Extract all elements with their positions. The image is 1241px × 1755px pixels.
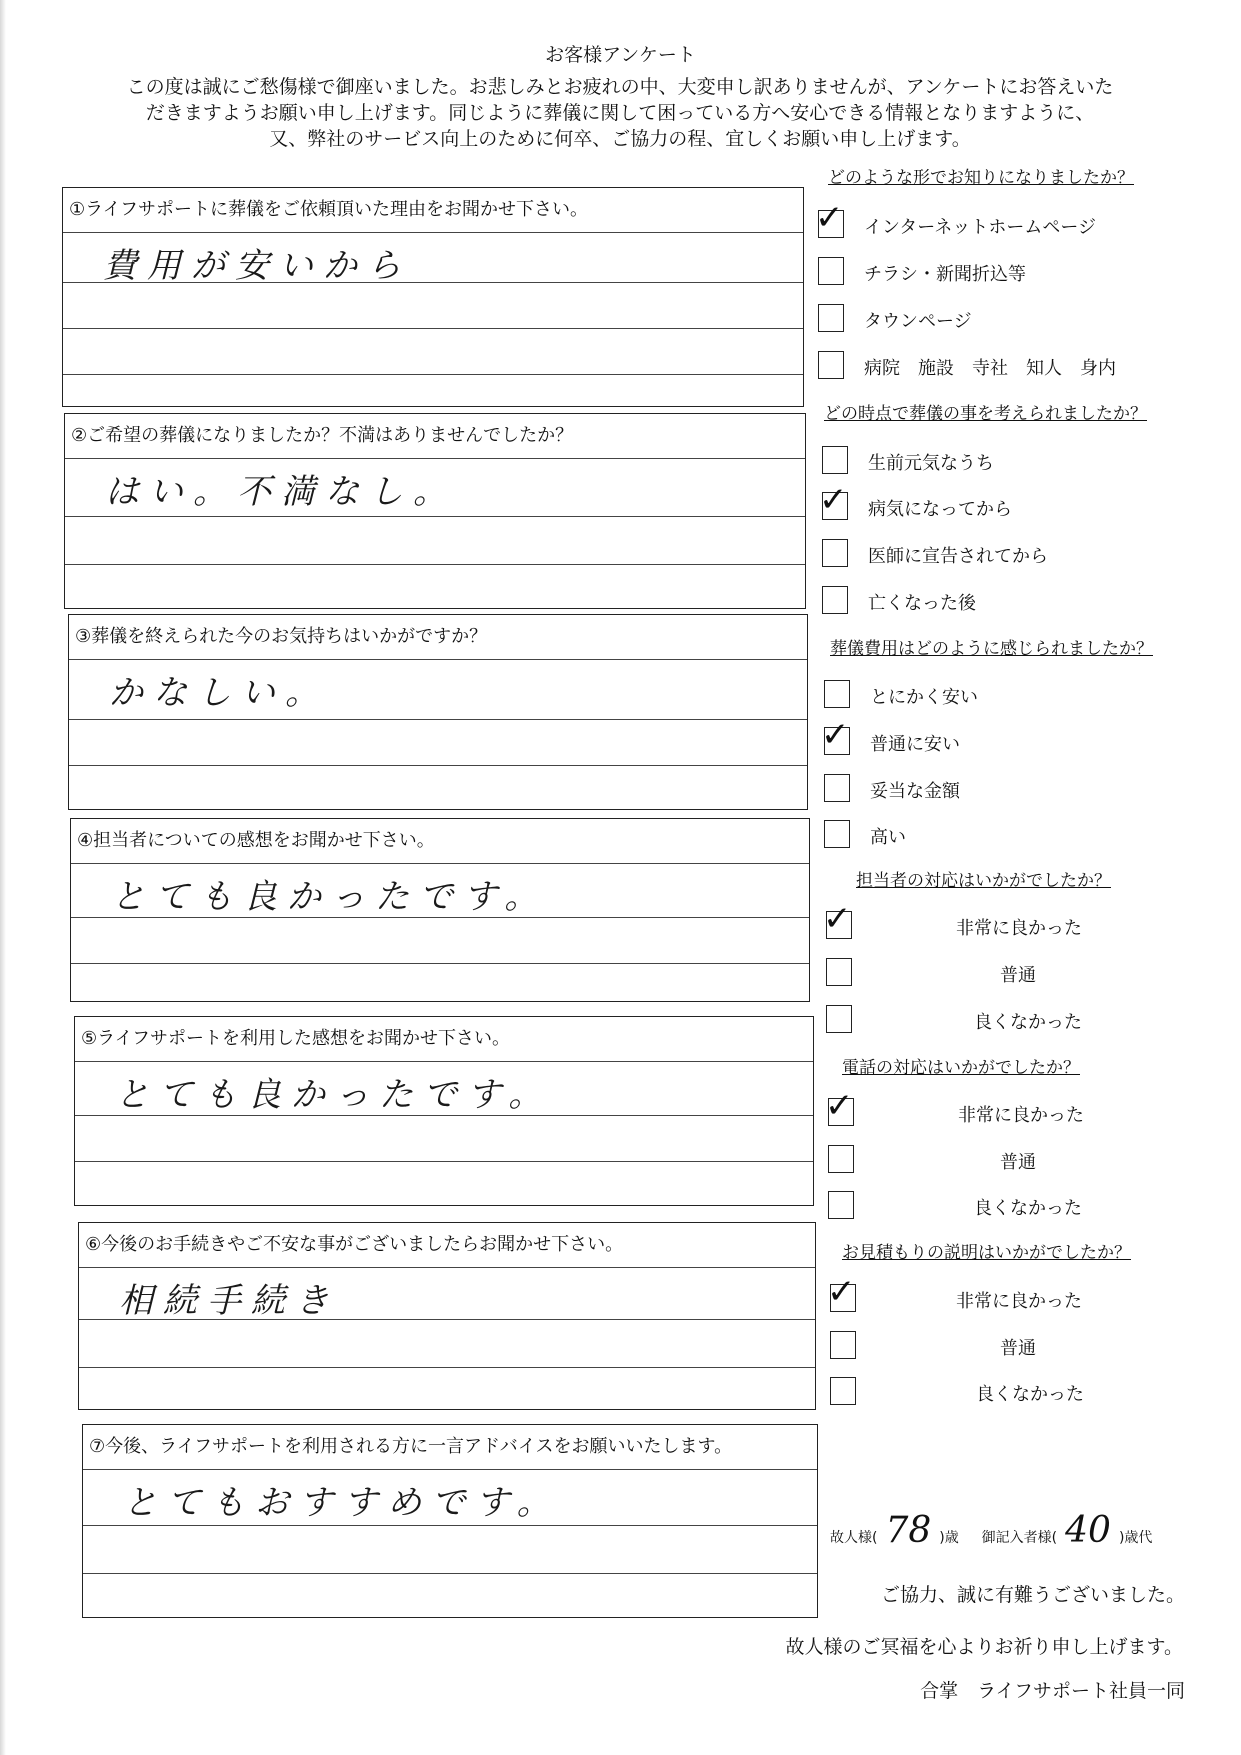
option-label: 生前元気なうち	[868, 453, 994, 474]
option-label: 医師に宣告されてから	[868, 546, 1048, 567]
question-7-box	[82, 1424, 818, 1618]
checkbox[interactable]	[824, 774, 850, 802]
question-2-box	[64, 413, 806, 609]
checkbox[interactable]	[824, 820, 850, 848]
group-3-title: 葬儀費用はどのように感じられましたか？	[830, 639, 1153, 659]
group-3-option[interactable]	[821, 715, 1124, 757]
question-7-label: ⑦今後、ライフサポートを利用される方に一言アドバイスをお願いいたします。	[83, 1425, 817, 1470]
group-6-title: お見積もりの説明はいかがでしたか？	[842, 1243, 1131, 1263]
option-label: 病気になってから	[868, 499, 1012, 520]
group-2-option[interactable]	[822, 539, 1122, 569]
checkbox[interactable]	[826, 1005, 852, 1033]
group-2-title: どの時点で葬儀の事を考えられましたか？	[824, 404, 1147, 424]
group-3-option[interactable]	[824, 680, 1124, 710]
option-label: 亡くなった後	[868, 593, 976, 614]
option-label: 高い	[870, 827, 906, 848]
group-6-option[interactable]	[830, 1377, 1130, 1407]
checkbox[interactable]	[823, 899, 852, 939]
checkbox[interactable]	[822, 586, 848, 614]
option-label: 良くなかった	[976, 1384, 1084, 1405]
checkbox[interactable]	[819, 480, 848, 520]
question-6-label: ⑥今後のお手続きやご不安な事がございましたらお聞かせ下さい。	[79, 1223, 815, 1268]
question-2-answer[interactable]: はい。不満なし。	[105, 472, 457, 512]
question-1-answer[interactable]: 費用が安いから	[103, 246, 411, 286]
question-4-answer[interactable]: とても良かったです。	[111, 877, 549, 917]
group-5-option[interactable]	[828, 1191, 1128, 1221]
group-3-option[interactable]	[824, 820, 1124, 850]
deceased-age-unit: )歳	[939, 1530, 959, 1546]
deceased-age-label: 故人様(	[830, 1530, 878, 1546]
group-2-option[interactable]	[822, 446, 1122, 476]
checkbox[interactable]	[828, 1145, 854, 1173]
question-2-label: ②ご希望の葬儀になりましたか？不満はありませんでしたか？	[65, 414, 805, 459]
option-label: 妥当な金額	[870, 781, 960, 802]
intro-line: だきますようお願い申し上げます。同じように葬儀に関して困っている方へ安心できる情報となりますように、	[145, 102, 1095, 124]
age-fields	[830, 1510, 1152, 1551]
prayer-text: 故人様のご冥福を心よりお祈り申し上げます。	[785, 1636, 1183, 1658]
question-3-answer[interactable]: かなしい。	[109, 673, 329, 713]
question-7-answer[interactable]: とてもおすすめです。	[123, 1483, 561, 1523]
question-5-answer[interactable]: とても良かったです。	[115, 1075, 553, 1115]
group-6-option[interactable]	[827, 1272, 1130, 1314]
group-1-option[interactable]	[818, 257, 1118, 287]
option-label: 普通	[1000, 1152, 1036, 1173]
question-1-label: ①ライフサポートに葬儀をご依頼頂いた理由をお聞かせ下さい。	[63, 188, 803, 233]
checkbox[interactable]	[830, 1331, 856, 1359]
option-label: とにかく安い	[870, 687, 978, 708]
option-label: タウンページ	[864, 311, 972, 332]
scan-edge	[0, 0, 6, 1755]
group-4-title: 担当者の対応はいかがでしたか？	[856, 871, 1111, 891]
writer-age-unit: )歳代	[1118, 1530, 1153, 1546]
group-4-option[interactable]	[823, 899, 1126, 941]
group-6-option[interactable]	[830, 1331, 1130, 1361]
option-label: 非常に良かった	[956, 1291, 1082, 1312]
checkbox[interactable]	[818, 304, 844, 332]
question-5-label: ⑤ライフサポートを利用した感想をお聞かせ下さい。	[75, 1017, 813, 1062]
check-mark-icon: ✓	[819, 480, 848, 520]
survey-title: お客様アンケート	[545, 44, 696, 66]
question-1-box	[62, 187, 804, 407]
check-mark-icon: ✓	[823, 899, 852, 939]
question-4-label: ④担当者についての感想をお聞かせ下さい。	[71, 819, 809, 864]
thanks-text: ご協力、誠に有難うございました。	[880, 1584, 1185, 1606]
checkbox[interactable]	[822, 446, 848, 474]
check-mark-icon: ✓	[821, 715, 850, 755]
check-mark-icon: ✓	[825, 1086, 854, 1126]
deceased-age-value[interactable]: 78	[885, 1510, 932, 1551]
option-label: 良くなかった	[974, 1012, 1082, 1033]
check-mark-icon: ✓	[815, 198, 844, 238]
checkbox[interactable]	[818, 351, 844, 379]
group-5-option[interactable]	[828, 1145, 1128, 1175]
group-4-option[interactable]	[826, 958, 1126, 988]
checkbox[interactable]	[821, 715, 850, 755]
option-label: 普通に安い	[870, 734, 960, 755]
option-label: 良くなかった	[974, 1198, 1082, 1219]
question-4-box	[70, 818, 810, 1002]
intro-line: この度は誠にご愁傷様で御座いました。お悲しみとお疲れの中、大変申し訳ありませんが、アンケートにお答えいた	[126, 76, 1114, 98]
option-label: チラシ・新聞折込等	[864, 264, 1026, 285]
group-1-option[interactable]	[818, 304, 1118, 334]
group-1-option[interactable]	[818, 351, 1138, 381]
writer-age-label: 御記入者様(	[981, 1530, 1058, 1546]
option-label: インターネットホームページ	[864, 217, 1097, 238]
group-1-option[interactable]	[815, 198, 1118, 240]
group-3-option[interactable]	[824, 774, 1124, 804]
question-5-box	[74, 1016, 814, 1206]
checkbox[interactable]	[815, 198, 844, 238]
group-2-option[interactable]	[822, 586, 1122, 616]
checkbox[interactable]	[828, 1191, 854, 1219]
checkbox[interactable]	[824, 680, 850, 708]
question-6-box	[78, 1222, 816, 1410]
option-label: 普通	[1000, 965, 1036, 986]
intro-text	[60, 74, 1180, 152]
option-label: 非常に良かった	[958, 1105, 1084, 1126]
group-2-option[interactable]	[819, 480, 1122, 522]
check-mark-icon: ✓	[827, 1272, 856, 1312]
signature-text: 合掌 ライフサポート社員一同	[920, 1680, 1185, 1702]
group-5-option[interactable]	[825, 1086, 1128, 1128]
checkbox[interactable]	[830, 1377, 856, 1405]
checkbox[interactable]	[825, 1086, 854, 1126]
checkbox[interactable]	[826, 958, 852, 986]
question-3-box	[68, 614, 808, 810]
option-label: 非常に良かった	[956, 918, 1082, 939]
intro-line: 又、弊社のサービス向上のために何卒、ご協力の程、宜しくお願い申し上げます。	[269, 128, 971, 150]
writer-age-value[interactable]: 40	[1065, 1510, 1111, 1551]
option-label: 病院 施設 寺社 知人 身内	[864, 358, 1116, 379]
group-5-title: 電話の対応はいかがでしたか？	[842, 1058, 1080, 1078]
checkbox[interactable]	[822, 539, 848, 567]
checkbox[interactable]	[827, 1272, 856, 1312]
question-6-answer[interactable]: 相続手続き	[119, 1281, 339, 1321]
option-label: 普通	[1000, 1338, 1036, 1359]
group-1-title: どのような形でお知りになりましたか？	[828, 168, 1134, 188]
group-4-option[interactable]	[826, 1005, 1126, 1035]
question-3-label: ③葬儀を終えられた今のお気持ちはいかがですか？	[69, 615, 807, 660]
checkbox[interactable]	[818, 257, 844, 285]
